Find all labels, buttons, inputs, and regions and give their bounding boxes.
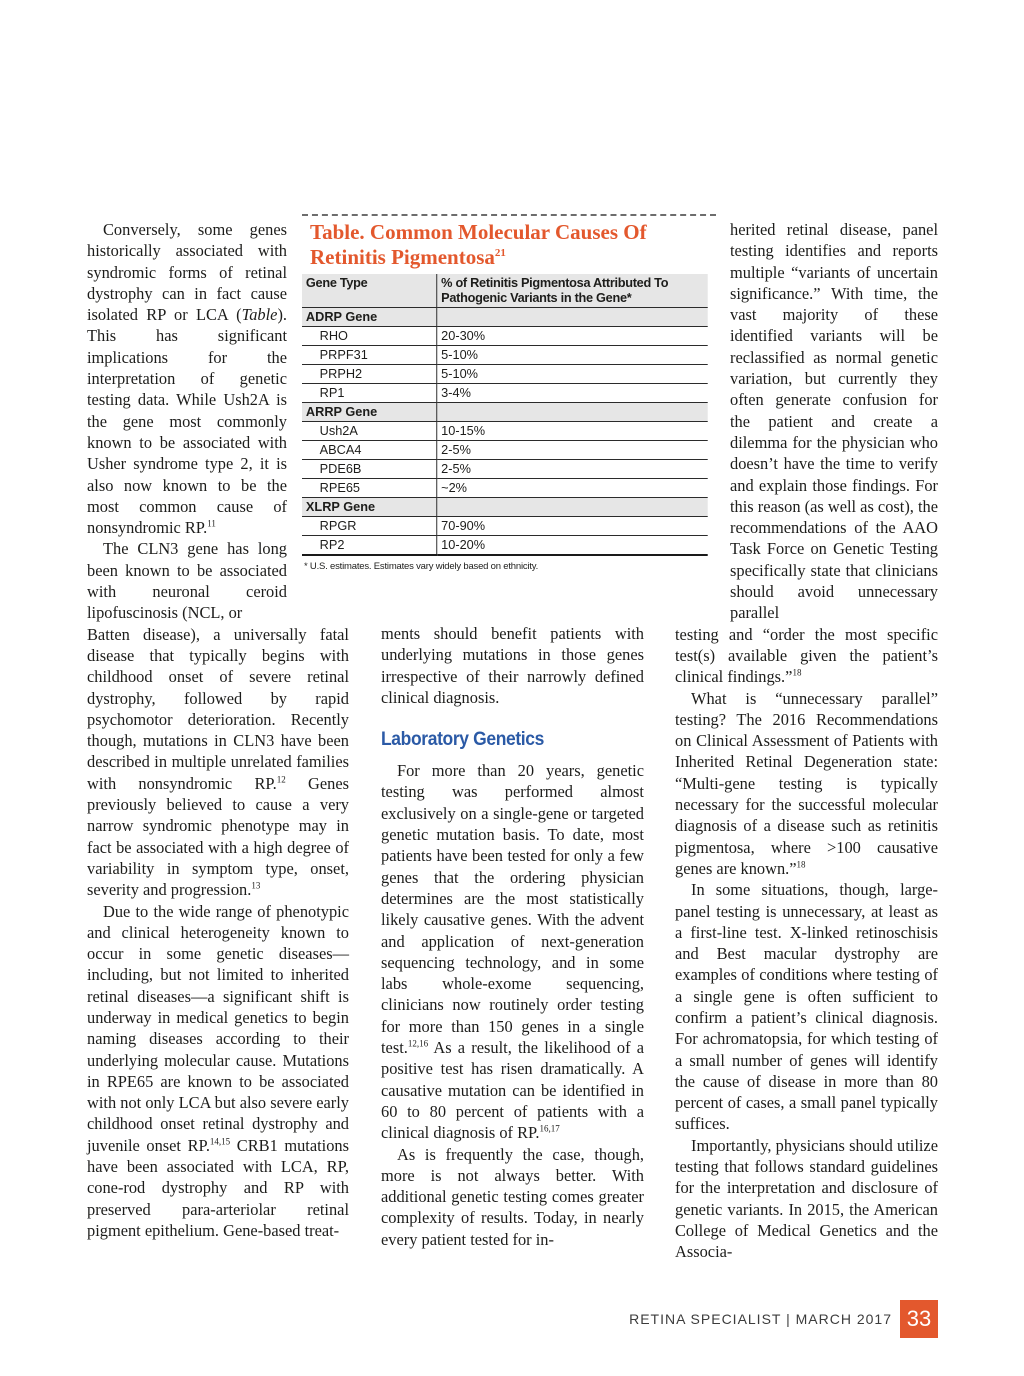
citation: 21 (494, 247, 506, 259)
citation: 12 (276, 774, 286, 785)
table-reference: Table (241, 305, 278, 325)
paragraph (87, 624, 349, 901)
gene-cell: PRPF31 (302, 346, 437, 365)
paragraph (87, 901, 349, 1242)
text-span: What is “unnecessary parallel” testing? The 2016 Recommendations on Clinical Assessment of Patients with Inherited Retinal Degeneration state: “Multi-gene testing is typically necessary for the successful molecular diagnosis of a disease such as retinitis pigmentosa, where >100 causative genes are known.” (675, 688, 938, 878)
citation: 18 (796, 859, 806, 870)
percent-cell: ~2% (437, 479, 708, 498)
section-heading: Laboratory Genetics (381, 729, 545, 751)
group-label: ARRP Gene (302, 403, 437, 422)
text-span: In some situations, though, large-panel testing is unnecessary, at least as a first-line test. X-linked retinoschisis and Best macular dystrophy are examples of conditions where testing of a single gene is often sufficient to confirm a patient’s clinical diagnosis. For achromatopsia, for which testing of a small number of genes will identify the cause of disease in more than 80 percent of cases, a small panel typically suffices. (675, 880, 938, 1134)
paragraph (730, 219, 938, 624)
paragraph (675, 624, 938, 688)
percent-cell: 10-20% (437, 536, 708, 556)
header-gene-type: Gene Type (302, 274, 437, 308)
paragraph (675, 688, 938, 880)
group-label: XLRP Gene (302, 498, 437, 517)
text-span: testing and “order the most specific test(s) available given the patient’s clinical findings.” (675, 624, 938, 687)
paragraph (381, 760, 644, 1143)
table-row (302, 479, 708, 498)
text-span: Genes previously believed to cause a very narrow syndromic phenotype may in fact be associated with a high degree of variability in symptom type, onset, severity and progression. (87, 773, 350, 900)
text-span: As a result, the likelihood of a positive test has risen dramatically. A causative mutation can be identified in 60 to 80 percent of patients with a clinical diagnosis of RP. (381, 1038, 644, 1143)
percent-cell: 5-10% (437, 346, 708, 365)
empty-cell (437, 308, 708, 327)
gene-cell: Ush2A (302, 422, 437, 441)
table-row (302, 365, 708, 384)
gene-cell: PRPH2 (302, 365, 437, 384)
table-title-text: Table. Common Molecular Causes Of Retinitis Pigmentosa (310, 220, 647, 269)
table-row (302, 422, 708, 441)
table-title (302, 220, 716, 270)
table-footnote: * U.S. estimates. Estimates vary widely based on ethnicity. (304, 561, 539, 572)
percent-cell: 10-15% (437, 422, 708, 441)
percent-cell: 2-5% (437, 441, 708, 460)
gene-cell: PDE6B (302, 460, 437, 479)
header-percent: % of Retinitis Pigmentosa Attributed To Pathogenic Variants in the Gene* (437, 274, 708, 308)
text-span: Importantly, physicians should utilize testing that follows standard guidelines for the interpretation and disclosure of genetic variants. In 2015, the American College of Medical Genetics and the Associa- (675, 1135, 938, 1262)
text-span: herited retinal disease, panel testing identifies and reports multiple “variants of uncertain significance.” With time, the vast majority of these identified variants will be reclassified as normal genetic variation, but currently they often generate confusion for the patient and create a dilemma for the physician who doesn’t have the time to verify and explain those findings. For this reason (as well as cost), the recommendations of the AAO Task Force on Genetic Testing specifically state that clinicians should avoid unnecessary parallel (730, 220, 939, 623)
footer-publication: RETINA SPECIALIST | MARCH 2017 (629, 1311, 892, 1327)
citation: 13 (251, 880, 261, 891)
text-span: For more than 20 years, genetic testing was performed almost exclusively on a single-gene or targeted genetic mutation basis. To date, most patients have been tested for only a few genes that the ordering physician determines are the most statistically likely causative genes. With the advent and application of next-generation sequencing technology, and in some labs whole-exome sequencing, clinicians now routinely order testing for more than 150 genes in a single test. (381, 761, 644, 1058)
gene-cell: RPGR (302, 517, 437, 536)
paragraph (87, 219, 287, 538)
table-row (302, 441, 708, 460)
gene-cell: RHO (302, 327, 437, 346)
table-row (302, 327, 708, 346)
citation: 18 (792, 667, 802, 678)
gene-cell: RP2 (302, 536, 437, 556)
percent-cell: 2-5% (437, 460, 708, 479)
table-row (302, 517, 708, 536)
percent-cell: 5-10% (437, 365, 708, 384)
text-span: Conversely, some genes historically associated with syndromic forms of retinal dystrophy can in fact cause isolated RP or LCA ( (87, 220, 287, 325)
page-number: 33 (900, 1300, 938, 1338)
empty-cell (437, 403, 708, 422)
citation: 12,16 (407, 1038, 429, 1049)
text-span: Batten disease), a universally fatal disease that typically begins with childhood onset of severe retinal dystrophy, followed by rapid psychomotor deterioration. Recently though, mutations in CLN3 have been described in multiple unrelated families with nonsyndromic RP. (87, 624, 349, 793)
gene-table (302, 274, 708, 556)
gene-cell: ABCA4 (302, 441, 437, 460)
paragraph (675, 879, 938, 1135)
text-span: ments should benefit patients with underlying mutations in those genes irrespective of their narrowly defined clinical diagnosis. (381, 624, 644, 707)
percent-cell: 20-30% (437, 327, 708, 346)
citation: 14,15 (209, 1136, 231, 1147)
gene-cell: RP1 (302, 384, 437, 403)
percent-cell: 3-4% (437, 384, 708, 403)
table-group-row (302, 403, 708, 422)
paragraph (381, 1144, 644, 1250)
table-divider (302, 214, 716, 216)
gene-cell: RPE65 (302, 479, 437, 498)
group-label: ADRP Gene (302, 308, 437, 327)
text-span: CRB1 mutations have been associated with LCA, RP, cone-rod dystrophy and RP with preserved para-arteriolar retinal pigment epithelium. Gene-based treat- (87, 1135, 350, 1240)
empty-cell (437, 498, 708, 517)
table-row (302, 460, 708, 479)
text-span: ). This has significant implications for the interpretation of genetic testing data. While Ush2A is the gene most commonly known to be associated with Usher syndrome type 2, it is also now known to be the most common cause of nonsyndromic RP. (87, 305, 287, 538)
text-span: As is frequently the case, though, more is not always better. With additional genetic testing comes greater complexity of results. Today, in nearly every patient tested for in- (381, 1144, 644, 1249)
page-footer (629, 1300, 938, 1338)
percent-cell: 70-90% (437, 517, 708, 536)
paragraph (381, 623, 644, 708)
table-row (302, 536, 708, 556)
table-header-row (302, 274, 708, 308)
table-figure (302, 214, 716, 572)
table-row (302, 346, 708, 365)
column-2 (381, 623, 644, 1250)
text-span: The CLN3 gene has long been known to be associated with neuronal ceroid lipofuscinosis (NCL, or (87, 539, 287, 623)
citation: 16,17 (539, 1123, 560, 1134)
column-3 (675, 219, 938, 1263)
table-group-row (302, 498, 708, 517)
table-row (302, 384, 708, 403)
text-span: Due to the wide range of phenotypic and clinical heterogeneity known to occur in some genetic diseases—including, but not limited to inherited retinal diseases—a significant shift is underway in medical genetics to begin naming diseases according to their underlying molecular cause. Mutations in RPE65 are known to be associated with not only LCA but also severe early childhood onset retinal dystrophy and juvenile onset RP. (87, 901, 349, 1155)
paragraph (675, 1135, 938, 1263)
citation: 11 (207, 518, 216, 529)
paragraph (87, 538, 287, 623)
table-group-row (302, 308, 708, 327)
